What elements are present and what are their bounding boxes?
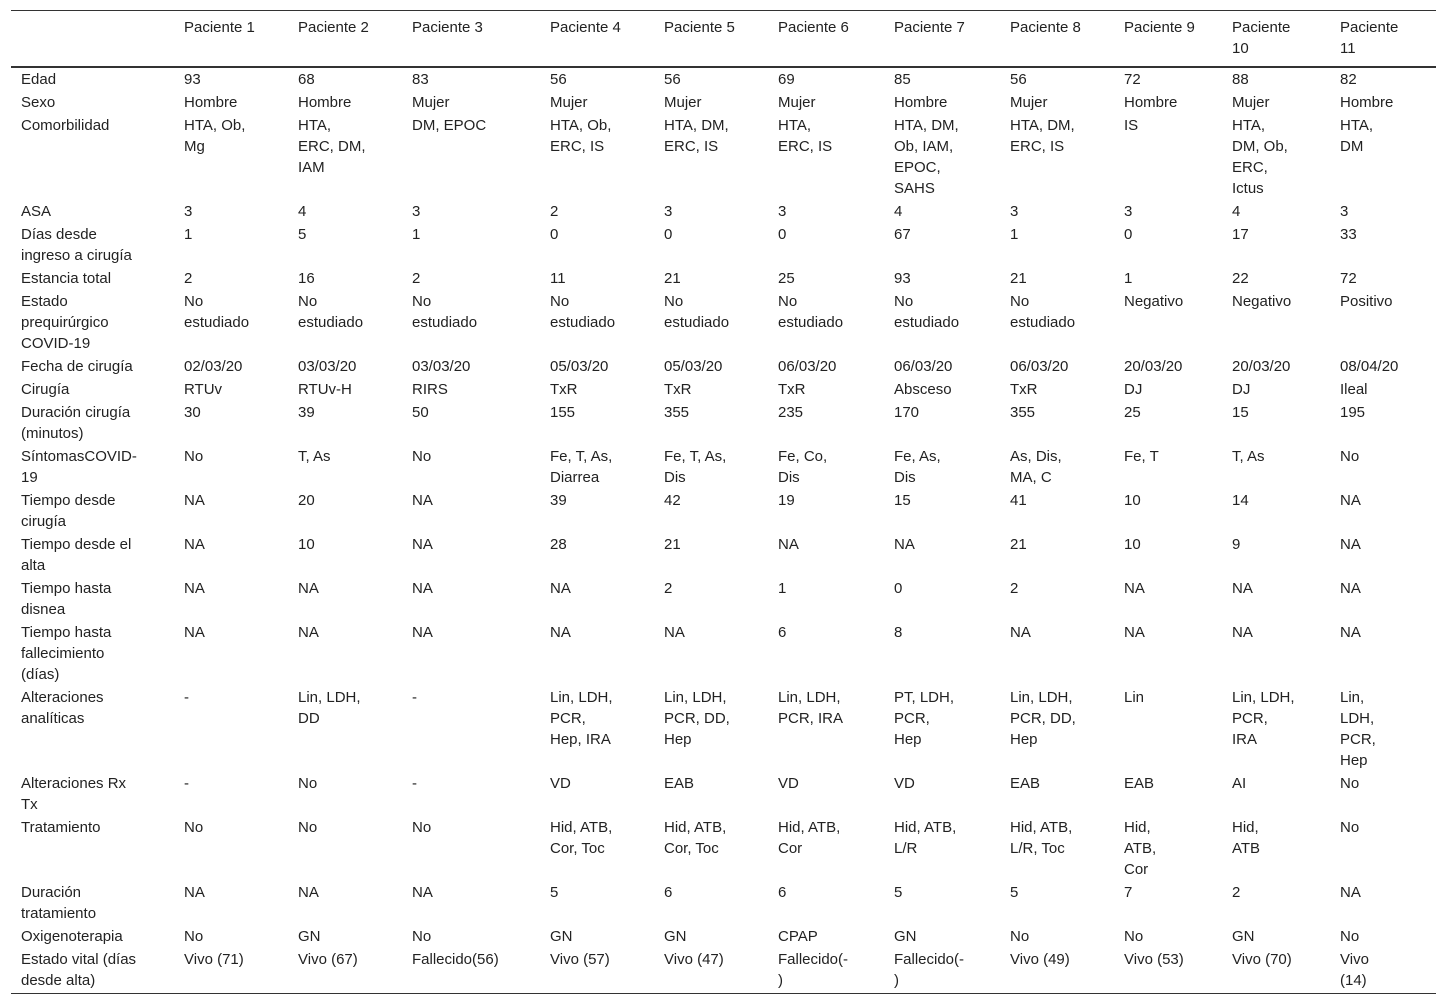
- table-cell: RTUv-H: [298, 381, 352, 398]
- table-cell: No estudiado: [778, 293, 844, 331]
- table-cell: No: [184, 448, 204, 465]
- table-cell: 56: [550, 71, 567, 88]
- header-cell-paciente-5: Paciente 5: [664, 11, 778, 68]
- table-cell: Hombre: [1124, 94, 1178, 111]
- table-cell: HTA, DM, Ob, ERC, Ictus: [1232, 117, 1288, 197]
- table-cell: NA: [1124, 580, 1145, 597]
- table-cell: EAB: [1124, 775, 1155, 792]
- header-cell-paciente-7: Paciente 7: [894, 11, 1010, 68]
- table-cell: 3: [778, 203, 787, 220]
- table-cell: 42: [664, 492, 681, 509]
- table-cell: 0: [1124, 226, 1133, 243]
- table-cell: NA: [298, 580, 319, 597]
- table-cell: -: [184, 689, 189, 706]
- row-label: Estancia total: [21, 270, 112, 287]
- table-cell: 56: [1010, 71, 1027, 88]
- table-cell: 21: [1010, 270, 1027, 287]
- table-cell: Vivo (47): [664, 948, 778, 994]
- table-cell: TxR: [664, 381, 692, 398]
- table-cell: HTA, Ob, ERC, IS: [550, 117, 612, 155]
- table-cell: Fe, T, As, Diarrea: [550, 448, 613, 486]
- table-cell: Mujer: [1232, 94, 1270, 111]
- row-label: Edad: [21, 71, 57, 88]
- table-cell: GN: [298, 928, 321, 945]
- row-label: Comorbilidad: [21, 117, 110, 134]
- table-cell: Vivo (71): [184, 948, 298, 994]
- table-cell: NA: [412, 884, 433, 901]
- table-cell: RIRS: [412, 381, 448, 398]
- table-cell: No estudiado: [550, 293, 616, 331]
- row-label: Estado vital (días desde alta): [11, 948, 184, 994]
- table-row: [11, 290, 1436, 355]
- table-cell: 50: [412, 404, 429, 421]
- table-cell: 88: [1232, 71, 1249, 88]
- header-row: [11, 11, 1436, 68]
- table-cell: 15: [1232, 404, 1249, 421]
- table-cell: NA: [1010, 624, 1031, 641]
- table-cell: Negativo: [1124, 293, 1184, 310]
- table-cell: Hombre: [298, 94, 352, 111]
- table-cell: 21: [664, 270, 681, 287]
- table-cell: 5: [298, 226, 307, 243]
- table-cell: 93: [184, 71, 201, 88]
- table-cell: NA: [1232, 580, 1253, 597]
- row-label: Tratamiento: [21, 819, 101, 836]
- header-cell-paciente-6: Paciente 6: [778, 11, 894, 68]
- table-cell: Lin, LDH, PCR, DD, Hep: [1010, 689, 1076, 748]
- table-cell: 69: [778, 71, 795, 88]
- table-cell: NA: [1340, 624, 1361, 641]
- table-cell: VD: [894, 775, 915, 792]
- table-cell: NA: [1232, 624, 1253, 641]
- table-cell: 1: [1010, 226, 1019, 243]
- table-cell: Mujer: [550, 94, 588, 111]
- table-cell: 08/04/20: [1340, 358, 1399, 375]
- table-cell: NA: [184, 624, 205, 641]
- table-cell: 19: [778, 492, 795, 509]
- table-cell: No estudiado: [664, 293, 730, 331]
- table-cell: No: [298, 775, 318, 792]
- header-cell-paciente-4: Paciente 4: [550, 11, 664, 68]
- table-cell: Lin, LDH, PCR, DD, Hep: [664, 689, 730, 748]
- table-row: [11, 445, 1436, 489]
- table-cell: No: [298, 819, 318, 836]
- table-cell: HTA, DM, ERC, IS: [664, 117, 729, 155]
- table-cell: NA: [1340, 884, 1361, 901]
- table-cell: Hombre: [894, 94, 948, 111]
- table-cell: Vivo (53): [1124, 948, 1232, 994]
- table-cell: 30: [184, 404, 201, 421]
- row-label: Cirugía: [21, 381, 70, 398]
- table-cell: No: [1340, 819, 1360, 836]
- table-cell: Lin, LDH, PCR, Hep, IRA: [550, 689, 613, 748]
- table-cell: 355: [664, 404, 690, 421]
- table-cell: VD: [550, 775, 571, 792]
- table-cell: GN: [1232, 928, 1255, 945]
- row-label: Tiempo hasta disnea: [21, 580, 112, 618]
- table-cell: 5: [894, 884, 903, 901]
- table-cell: 72: [1340, 270, 1357, 287]
- table-cell: Fallecido(- ): [894, 948, 1010, 994]
- table-cell: Hombre: [1340, 94, 1394, 111]
- table-cell: No: [1340, 448, 1360, 465]
- table-cell: 2: [184, 270, 193, 287]
- table-cell: Positivo: [1340, 293, 1393, 310]
- table-cell: 9: [1232, 536, 1241, 553]
- table-cell: 39: [550, 492, 567, 509]
- table-cell: Lin: [1124, 689, 1145, 706]
- table-cell: 82: [1340, 71, 1357, 88]
- table-cell: NA: [298, 624, 319, 641]
- table-cell: Mujer: [664, 94, 702, 111]
- row-label: ASA: [21, 203, 52, 220]
- table-cell: 3: [184, 203, 193, 220]
- table-cell: Vivo (70): [1232, 948, 1340, 994]
- table-body: [11, 67, 1436, 994]
- table-cell: HTA, Ob, Mg: [184, 117, 246, 155]
- table-cell: Hid, ATB, Cor: [778, 819, 841, 857]
- table-cell: Fe, T: [1124, 448, 1159, 465]
- table-cell: Lin, LDH, PCR, IRA: [778, 689, 844, 727]
- table-cell: No: [412, 448, 432, 465]
- table-cell: Hid, ATB, Cor: [1124, 819, 1157, 878]
- table-cell: 22: [1232, 270, 1249, 287]
- table-cell: No: [1010, 928, 1030, 945]
- table-cell: 3: [1124, 203, 1133, 220]
- row-label: Fecha de cirugía: [21, 358, 133, 375]
- table-cell: TxR: [778, 381, 806, 398]
- table-cell: NA: [550, 624, 571, 641]
- table-cell: GN: [664, 928, 687, 945]
- header-cell-paciente-1: Paciente 1: [184, 11, 298, 68]
- table-cell: Lin, LDH, PCR, IRA: [1232, 689, 1295, 748]
- table-cell: Absceso: [894, 381, 952, 398]
- table-cell: No: [184, 819, 204, 836]
- table-row: [11, 816, 1436, 881]
- table-cell: HTA, DM, ERC, IS: [1010, 117, 1075, 155]
- table-cell: NA: [664, 624, 685, 641]
- table-row: [11, 686, 1436, 772]
- table-cell: 0: [664, 226, 673, 243]
- table-cell: Vivo (67): [298, 948, 412, 994]
- table-cell: Fe, Co, Dis: [778, 448, 828, 486]
- table-cell: HTA, DM: [1340, 117, 1374, 155]
- table-row: [11, 67, 1436, 91]
- table-cell: 2: [1232, 884, 1241, 901]
- table-cell: 68: [298, 71, 315, 88]
- table-cell: Mujer: [1010, 94, 1048, 111]
- table-cell: 3: [1340, 203, 1349, 220]
- table-cell: VD: [778, 775, 799, 792]
- table-cell: DM, EPOC: [412, 117, 487, 134]
- table-cell: T, As: [298, 448, 331, 465]
- row-label: Oxigenoterapia: [21, 928, 123, 945]
- table-cell: 85: [894, 71, 911, 88]
- row-label: Sexo: [21, 94, 56, 111]
- row-label: Tiempo desde el alta: [21, 536, 132, 574]
- table-cell: No: [1340, 775, 1360, 792]
- table-cell: 72: [1124, 71, 1141, 88]
- table-row: [11, 267, 1436, 290]
- table-cell: Fallecido(56): [412, 948, 550, 994]
- table-cell: No estudiado: [412, 293, 478, 331]
- table-cell: 1: [412, 226, 421, 243]
- table-cell: EAB: [664, 775, 695, 792]
- table-cell: TxR: [550, 381, 578, 398]
- table-cell: Fe, T, As, Dis: [664, 448, 727, 486]
- table-row: [11, 378, 1436, 401]
- table-cell: HTA, ERC, DM, IAM: [298, 117, 366, 176]
- table-cell: NA: [412, 536, 433, 553]
- table-cell: Hid, ATB, Cor, Toc: [550, 819, 613, 857]
- header-cell-empty: [11, 11, 184, 68]
- table-row: [11, 489, 1436, 533]
- table-cell: 6: [778, 884, 787, 901]
- table-cell: 10: [1124, 536, 1141, 553]
- table-cell: 4: [298, 203, 307, 220]
- row-label: Tiempo desde cirugía: [21, 492, 116, 530]
- table-cell: Lin, LDH, PCR, Hep: [1340, 689, 1376, 769]
- table-row: [11, 925, 1436, 948]
- table-row: [11, 223, 1436, 267]
- row-label: Alteraciones analíticas: [21, 689, 104, 727]
- table-cell: 21: [664, 536, 681, 553]
- table-cell: 0: [778, 226, 787, 243]
- table-cell: RTUv: [184, 381, 223, 398]
- table-cell: HTA, DM, Ob, IAM, EPOC, SAHS: [894, 117, 959, 197]
- table-cell: NA: [184, 492, 205, 509]
- table-cell: NA: [1340, 580, 1361, 597]
- table-cell: 5: [1010, 884, 1019, 901]
- table-header: [11, 11, 1436, 68]
- table-cell: 93: [894, 270, 911, 287]
- table-cell: No estudiado: [894, 293, 960, 331]
- table-cell: NA: [412, 492, 433, 509]
- table-cell: 1: [1124, 270, 1133, 287]
- table-cell: No estudiado: [1010, 293, 1076, 331]
- table-cell: 2: [412, 270, 421, 287]
- table-cell: 2: [664, 580, 673, 597]
- header-cell-paciente-10: Paciente 10: [1232, 11, 1340, 68]
- table-row: [11, 881, 1436, 925]
- table-cell: 235: [778, 404, 804, 421]
- table-cell: Vivo (14): [1340, 948, 1436, 994]
- table-cell: 20: [298, 492, 315, 509]
- table-cell: 170: [894, 404, 920, 421]
- table-cell: 20/03/20: [1124, 358, 1183, 375]
- table-cell: 06/03/20: [1010, 358, 1069, 375]
- header-cell-paciente-3: Paciente 3: [412, 11, 550, 68]
- table-cell: -: [412, 775, 417, 792]
- row-label: Tiempo hasta fallecimiento (días): [21, 624, 112, 683]
- table-cell: 4: [894, 203, 903, 220]
- table-cell: PT, LDH, PCR, Hep: [894, 689, 955, 748]
- header-cell-paciente-11: Paciente 11: [1340, 11, 1436, 68]
- table-cell: 14: [1232, 492, 1249, 509]
- table-cell: NA: [298, 884, 319, 901]
- table-cell: TxR: [1010, 381, 1038, 398]
- row-label: Días desde ingreso a cirugía: [21, 226, 132, 264]
- table-cell: 0: [550, 226, 559, 243]
- table-cell: HTA, ERC, IS: [778, 117, 833, 155]
- table-cell: 03/03/20: [298, 358, 357, 375]
- table-cell: Lin, LDH, DD: [298, 689, 361, 727]
- table-cell: NA: [412, 624, 433, 641]
- table-cell: T, As: [1232, 448, 1265, 465]
- table-cell: Hid, ATB, L/R: [894, 819, 957, 857]
- table-cell: EAB: [1010, 775, 1041, 792]
- table-cell: Fe, As, Dis: [894, 448, 941, 486]
- table-row: [11, 577, 1436, 621]
- table-row: [11, 621, 1436, 686]
- table-cell: 10: [1124, 492, 1141, 509]
- table-cell: NA: [184, 536, 205, 553]
- table-cell: 25: [1124, 404, 1141, 421]
- table-cell: 4: [1232, 203, 1241, 220]
- header-cell-paciente-8: Paciente 8: [1010, 11, 1124, 68]
- table-cell: 28: [550, 536, 567, 553]
- row-label: Estado prequirúrgico COVID-19: [21, 293, 109, 352]
- table-cell: 1: [778, 580, 787, 597]
- table-cell: 05/03/20: [664, 358, 723, 375]
- header-cell-paciente-9: Paciente 9: [1124, 11, 1232, 68]
- table-cell: 02/03/20: [184, 358, 243, 375]
- table-cell: Negativo: [1232, 293, 1292, 310]
- table-row: [11, 533, 1436, 577]
- table-cell: 355: [1010, 404, 1036, 421]
- table-cell: 0: [894, 580, 903, 597]
- table-cell: 2: [1010, 580, 1019, 597]
- table-cell: No: [412, 819, 432, 836]
- table-row: [11, 948, 1436, 994]
- table-cell: -: [412, 689, 417, 706]
- table-row: [11, 772, 1436, 816]
- table-cell: GN: [550, 928, 573, 945]
- table-cell: 11: [550, 270, 566, 287]
- patients-table: [11, 10, 1436, 994]
- table-cell: 3: [412, 203, 421, 220]
- table-cell: 15: [894, 492, 911, 509]
- table-cell: 3: [664, 203, 673, 220]
- table-cell: NA: [1124, 624, 1145, 641]
- table-cell: 195: [1340, 404, 1366, 421]
- table-cell: 25: [778, 270, 795, 287]
- table-cell: 06/03/20: [894, 358, 953, 375]
- table-cell: 10: [298, 536, 315, 553]
- table-row: [11, 200, 1436, 223]
- table-cell: 1: [184, 226, 193, 243]
- table-cell: NA: [550, 580, 571, 597]
- table-cell: 33: [1340, 226, 1357, 243]
- row-label: Duración tratamiento: [21, 884, 97, 922]
- table-cell: No: [1124, 928, 1144, 945]
- table-cell: 83: [412, 71, 429, 88]
- table-cell: 2: [550, 203, 559, 220]
- row-label: SíntomasCOVID- 19: [21, 448, 137, 486]
- table-cell: DJ: [1124, 381, 1143, 398]
- table-cell: 6: [778, 624, 787, 641]
- table-cell: No estudiado: [298, 293, 364, 331]
- table-cell: 7: [1124, 884, 1133, 901]
- table-cell: NA: [184, 580, 205, 597]
- table-cell: As, Dis, MA, C: [1010, 448, 1062, 486]
- table-cell: 17: [1232, 226, 1249, 243]
- table-cell: 67: [894, 226, 911, 243]
- row-label: Alteraciones Rx Tx: [21, 775, 127, 813]
- table-cell: 03/03/20: [412, 358, 471, 375]
- table-cell: 3: [1010, 203, 1019, 220]
- table-cell: Fallecido(- ): [778, 948, 894, 994]
- table-cell: 5: [550, 884, 559, 901]
- table-cell: Vivo (49): [1010, 948, 1124, 994]
- table-cell: NA: [1340, 536, 1361, 553]
- table-cell: Hombre: [184, 94, 238, 111]
- table-row: [11, 114, 1436, 200]
- table-cell: 20/03/20: [1232, 358, 1291, 375]
- table-cell: Hid, ATB, Cor, Toc: [664, 819, 727, 857]
- table-cell: No: [184, 928, 204, 945]
- table-cell: NA: [894, 536, 915, 553]
- table-cell: IS: [1124, 117, 1139, 134]
- table-cell: NA: [1340, 492, 1361, 509]
- table-cell: 56: [664, 71, 681, 88]
- table-row: [11, 91, 1436, 114]
- table-cell: CPAP: [778, 928, 818, 945]
- table-cell: 41: [1010, 492, 1027, 509]
- table-cell: 8: [894, 624, 903, 641]
- table-cell: NA: [184, 884, 205, 901]
- table-cell: Ileal: [1340, 381, 1368, 398]
- table-cell: 21: [1010, 536, 1027, 553]
- table-cell: DJ: [1232, 381, 1251, 398]
- table-cell: No: [1340, 928, 1360, 945]
- table-cell: Hid, ATB, L/R, Toc: [1010, 819, 1073, 857]
- table-cell: GN: [894, 928, 917, 945]
- table-cell: 6: [664, 884, 673, 901]
- table-cell: NA: [778, 536, 799, 553]
- table-cell: AI: [1232, 775, 1247, 792]
- table-row: [11, 355, 1436, 378]
- table-cell: 39: [298, 404, 315, 421]
- table-cell: 155: [550, 404, 576, 421]
- table-cell: Vivo (57): [550, 948, 664, 994]
- table-cell: No estudiado: [184, 293, 250, 331]
- row-label: Duración cirugía (minutos): [21, 404, 131, 442]
- table-cell: Hid, ATB: [1232, 819, 1261, 857]
- table-cell: 06/03/20: [778, 358, 837, 375]
- table-row: [11, 401, 1436, 445]
- table-cell: NA: [412, 580, 433, 597]
- header-cell-paciente-2: Paciente 2: [298, 11, 412, 68]
- table-cell: Mujer: [412, 94, 450, 111]
- table-cell: No: [412, 928, 432, 945]
- table-cell: 05/03/20: [550, 358, 609, 375]
- table-cell: -: [184, 775, 189, 792]
- table-cell: Mujer: [778, 94, 816, 111]
- table-cell: 16: [298, 270, 315, 287]
